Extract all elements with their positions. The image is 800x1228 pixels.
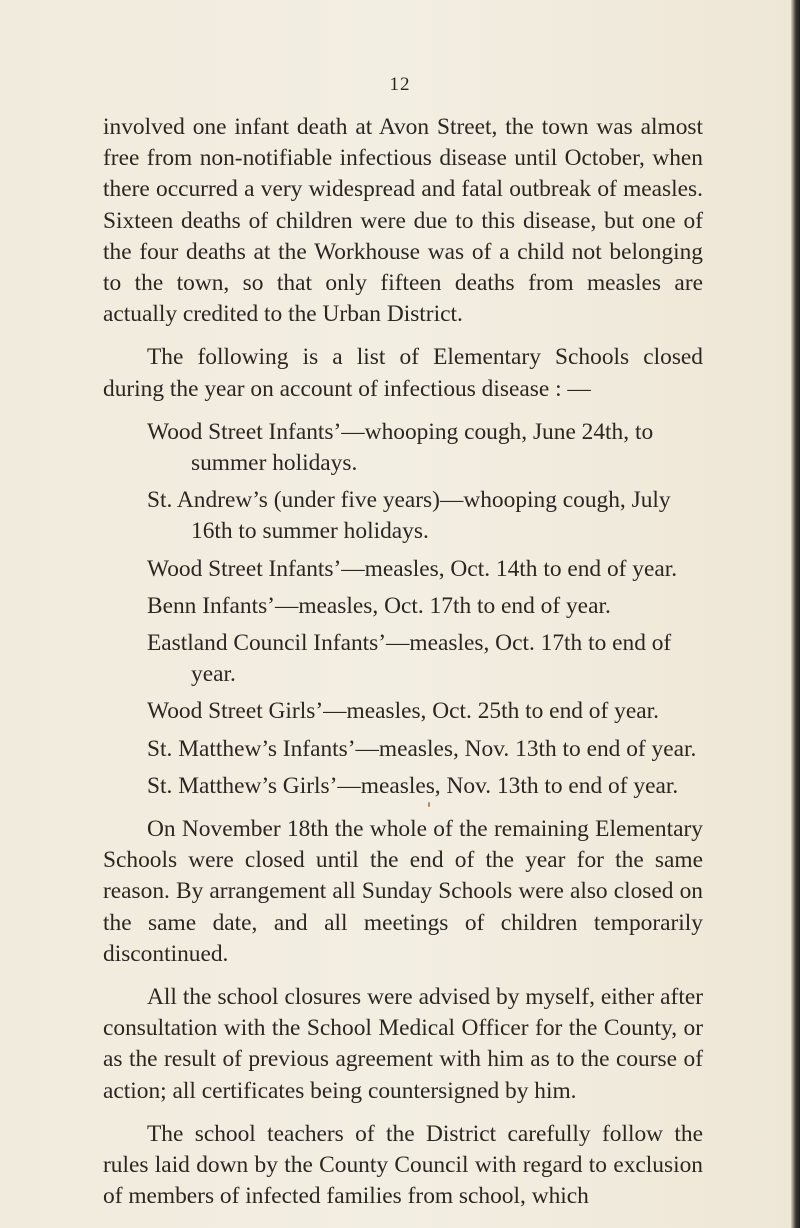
page-number: 12 — [389, 74, 411, 95]
page-edge-shadow — [791, 0, 800, 1228]
list-item: St. Matthew’s Infants’—measles, Nov. 13th to end of year. — [147, 735, 697, 762]
paragraph-teachers-rules: The school teachers of the District carefully follow the rules laid down by the County Council with regard to exclusion of members of infected families from school, which — [103, 1120, 703, 1210]
list-item: Benn Infants’—measles, Oct. 17th to end of year. — [147, 592, 611, 619]
list-item: Wood Street Infants’—measles, Oct. 14th to end of year. — [147, 555, 678, 582]
list-item: Wood Street Infants’—whooping cough, June 24th, to summer holidays. — [147, 418, 654, 477]
paper-speck — [428, 802, 430, 807]
school-closures-list — [103, 417, 703, 802]
paragraph-closure-advice: All the school closures were advised by myself, either after consultation with the School Medical Officer for the County, or as the result of previous agreement with him as to the course of action; all certificates being countersigned by him. — [103, 984, 703, 1104]
list-item: St. Andrew’s (under five years)—whooping cough, July 16th to summer holidays. — [147, 487, 671, 545]
list-item: Wood Street Girls’—measles, Oct. 25th to end of year. — [147, 698, 659, 725]
paragraph-measles-outbreak: involved one infant death at Avon Street, the town was almost free from non-notifiable infectious disease until October, when there occurred a very widespread and fatal outbreak of measles. Sixteen deaths of children were due to this disease, but one of the four deaths at the Workhouse was of a child not belonging to the town, so that only fifteen deaths from measles are actually credited to the Urban District. — [103, 114, 703, 328]
list-item: St. Matthew’s Girls’—measles, Nov. 13th to end of year. — [147, 772, 679, 799]
paragraph-november-closure: On November 18th the whole of the remaining Elementary Schools were closed until the end of the year for the same reason. By arrangement all Sunday Schools were also closed on the same date, and all meetings of children temporarily discontinued. — [103, 816, 703, 967]
list-item: Eastland Council Infants’—measles, Oct. 17th to end of year. — [147, 630, 672, 688]
body-text — [103, 112, 703, 1225]
paragraph-school-closures-intro: The following is a list of Elementary Schools closed during the year on account of infectious disease : — — [103, 344, 703, 402]
